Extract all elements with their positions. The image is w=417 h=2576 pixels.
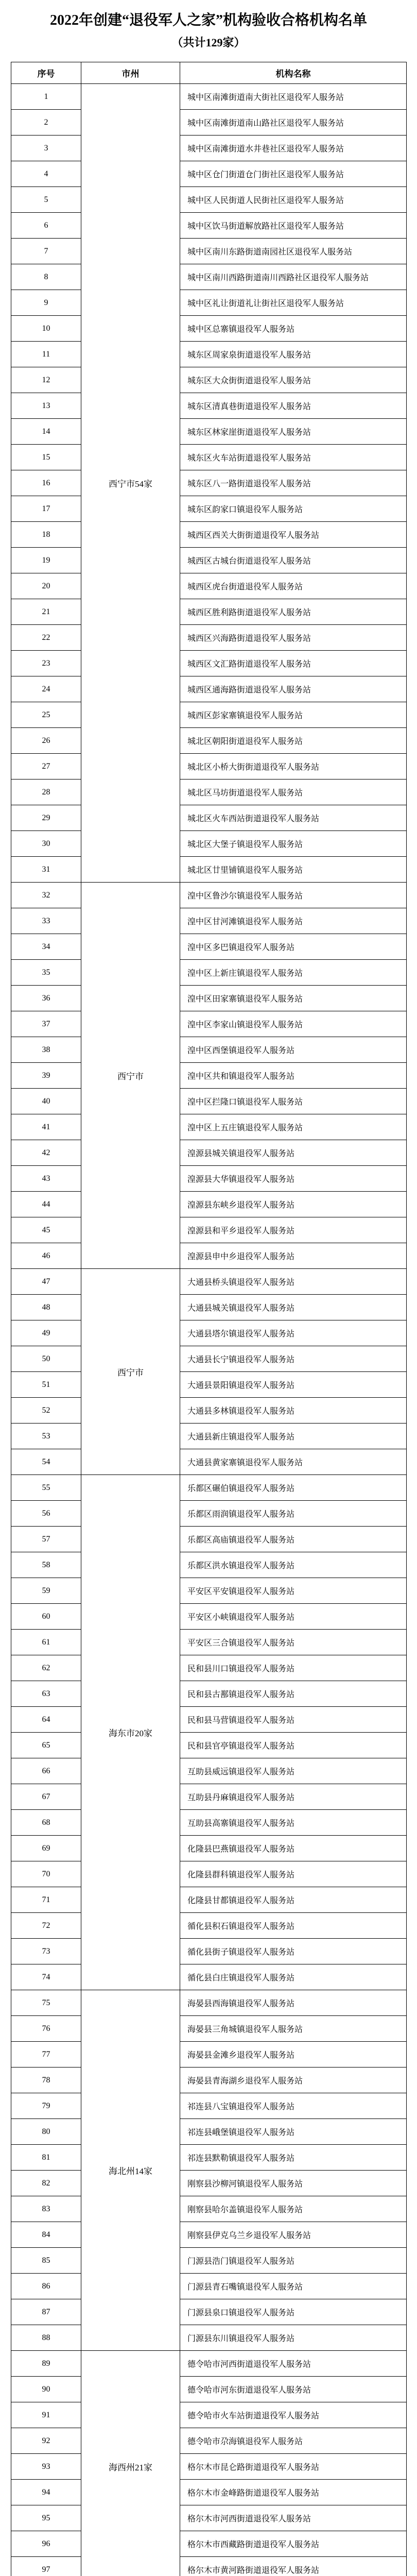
row-number: 31 [11,857,81,883]
header-region: 市州 [81,62,180,84]
row-number: 4 [11,161,81,187]
institution-name: 祁连县默勒镇退役军人服务站 [180,2145,407,2171]
institution-name: 大通县新庄镇退役军人服务站 [180,1423,407,1449]
row-number: 19 [11,548,81,573]
total-count: （共计129家） [171,36,246,49]
institution-name: 城北区大堡子镇退役军人服务站 [180,831,407,857]
row-number: 71 [11,1887,81,1913]
row-number: 65 [11,1733,81,1758]
institution-name: 城中区南滩街道南大街社区退役军人服务站 [180,84,407,110]
institution-name: 湟中区李家山镇退役军人服务站 [180,1011,407,1037]
institution-name: 门源县青石嘴镇退役军人服务站 [180,2274,407,2299]
institution-name: 民和县官亭镇退役军人服务站 [180,1733,407,1758]
row-number: 38 [11,1037,81,1063]
institution-name: 湟源县和平乡退役军人服务站 [180,1217,407,1243]
row-number: 81 [11,2145,81,2171]
institution-name: 格尔木市河西街道退役军人服务站 [180,2505,407,2531]
row-number: 75 [11,1990,81,2016]
institution-name: 平安区平安镇退役军人服务站 [180,1578,407,1604]
row-number: 93 [11,2454,81,2480]
row-number: 82 [11,2171,81,2196]
institution-name: 民和县马营镇退役军人服务站 [180,1707,407,1733]
row-number: 72 [11,1913,81,1939]
row-number: 95 [11,2505,81,2531]
institution-name: 湟源县城关镇退役军人服务站 [180,1140,407,1166]
institution-name: 城东区火车站街道退役军人服务站 [180,445,407,470]
row-number: 39 [11,1063,81,1089]
institution-name: 格尔木市昆仑路街道退役军人服务站 [180,2454,407,2480]
region-cell: 西宁市 [81,883,180,1269]
row-number: 10 [11,316,81,342]
row-number: 61 [11,1630,81,1655]
institution-name: 城西区西关大街街道退役军人服务站 [180,522,407,548]
institution-name: 城北区小桥大街街道退役军人服务站 [180,754,407,779]
institution-name: 民和县川口镇退役军人服务站 [180,1655,407,1681]
row-number: 48 [11,1295,81,1320]
row-number: 35 [11,960,81,986]
row-number: 2 [11,110,81,135]
institution-name: 大通县多林镇退役军人服务站 [180,1398,407,1423]
institution-name: 格尔木市金峰路街道退役军人服务站 [180,2480,407,2505]
row-number: 17 [11,496,81,522]
region-cell: 西宁市54家 [81,84,180,883]
institution-name: 城东区大众街街道退役军人服务站 [180,367,407,393]
row-number: 3 [11,135,81,161]
row-number: 49 [11,1320,81,1346]
row-number: 45 [11,1217,81,1243]
institution-name: 大通县城关镇退役军人服务站 [180,1295,407,1320]
row-number: 27 [11,754,81,779]
header-number: 序号 [11,62,81,84]
row-number: 67 [11,1784,81,1810]
row-number: 91 [11,2402,81,2428]
row-number: 78 [11,2067,81,2093]
header-name: 机构名称 [180,62,407,84]
institution-name: 城西区古城台街道退役军人服务站 [180,548,407,573]
row-number: 69 [11,1836,81,1861]
institution-name: 湟中区拦隆口镇退役军人服务站 [180,1089,407,1114]
row-number: 33 [11,908,81,934]
row-number: 6 [11,213,81,239]
row-number: 74 [11,1964,81,1990]
row-number: 54 [11,1449,81,1475]
institution-name: 城中区南滩街道水井巷社区退役军人服务站 [180,135,407,161]
row-number: 5 [11,187,81,213]
row-number: 24 [11,676,81,702]
institution-name: 平安区小峡镇退役军人服务站 [180,1604,407,1630]
institution-name: 城北区廿里铺镇退役军人服务站 [180,857,407,883]
institution-name: 城西区虎台街道退役军人服务站 [180,573,407,599]
institution-name: 城中区礼让街道礼让街社区退役军人服务站 [180,290,407,316]
institution-name: 城东区韵家口镇退役军人服务站 [180,496,407,522]
institution-name: 湟中区上五庄镇退役军人服务站 [180,1114,407,1140]
institution-name: 城西区文汇路街道退役军人服务站 [180,651,407,676]
institution-name: 湟中区鲁沙尔镇退役军人服务站 [180,883,407,908]
row-number: 34 [11,934,81,960]
row-number: 36 [11,986,81,1011]
row-number: 62 [11,1655,81,1681]
row-number: 96 [11,2531,81,2557]
institution-name: 城西区彭家寨镇退役军人服务站 [180,702,407,728]
institution-name: 湟中区甘河滩镇退役军人服务站 [180,908,407,934]
row-number: 64 [11,1707,81,1733]
row-number: 90 [11,2377,81,2402]
row-number: 14 [11,419,81,445]
row-number: 7 [11,239,81,264]
row-number: 83 [11,2196,81,2222]
institution-name: 刚察县沙柳河镇退役军人服务站 [180,2171,407,2196]
row-number: 11 [11,342,81,367]
institution-name: 大通县黄家寨镇退役军人服务站 [180,1449,407,1475]
institution-name: 祁连县峨堡镇退役军人服务站 [180,2119,407,2145]
row-number: 43 [11,1166,81,1192]
institution-name: 城北区火车西站街道退役军人服务站 [180,805,407,831]
row-number: 79 [11,2093,81,2119]
title-block [0,0,417,62]
row-number: 28 [11,779,81,805]
row-number: 20 [11,573,81,599]
institution-name: 门源县东川镇退役军人服务站 [180,2325,407,2351]
row-number: 37 [11,1011,81,1037]
institution-name: 湟中区田家寨镇退役军人服务站 [180,986,407,1011]
row-number: 44 [11,1192,81,1217]
row-number: 16 [11,470,81,496]
institution-name: 德令哈市河西街道退役军人服务站 [180,2351,407,2377]
region-cell: 海东市20家 [81,1475,180,1990]
institution-name: 城东区八一路街道退役军人服务站 [180,470,407,496]
institution-name: 刚察县哈尔盖镇退役军人服务站 [180,2196,407,2222]
row-number: 18 [11,522,81,548]
row-number: 1 [11,84,81,110]
row-number: 77 [11,2042,81,2067]
row-number: 26 [11,728,81,754]
region-cell: 西宁市 [81,1269,180,1475]
institution-name: 湟中区多巴镇退役军人服务站 [180,934,407,960]
row-number: 97 [11,2557,81,2576]
row-number: 53 [11,1423,81,1449]
row-number: 50 [11,1346,81,1372]
institution-name: 城北区马坊街道退役军人服务站 [180,779,407,805]
institution-name: 德令哈市河东街道退役军人服务站 [180,2377,407,2402]
institution-name: 门源县浩门镇退役军人服务站 [180,2248,407,2274]
institution-name: 互助县威远镇退役军人服务站 [180,1758,407,1784]
institution-name: 德令哈市尕海镇退役军人服务站 [180,2428,407,2454]
row-number: 55 [11,1475,81,1501]
institution-name: 城中区人民街道人民街社区退役军人服务站 [180,187,407,213]
institution-name: 城中区南川西路街道南川西路社区退役军人服务站 [180,264,407,290]
row-number: 40 [11,1089,81,1114]
institution-name: 海晏县西海镇退役军人服务站 [180,1990,407,2016]
institution-name: 城东区周家泉街道退役军人服务站 [180,342,407,367]
row-number: 21 [11,599,81,625]
institution-name: 海晏县青海湖乡退役军人服务站 [180,2067,407,2093]
row-number: 87 [11,2299,81,2325]
institution-name: 城中区仓门街道仓门街社区退役军人服务站 [180,161,407,187]
row-number: 66 [11,1758,81,1784]
row-number: 47 [11,1269,81,1295]
institution-name: 乐都区洪水镇退役军人服务站 [180,1552,407,1578]
institution-name: 乐都区雨润镇退役军人服务站 [180,1501,407,1527]
institution-name: 格尔木市西藏路街道退役军人服务站 [180,2531,407,2557]
institution-table [11,62,407,2576]
row-number: 94 [11,2480,81,2505]
institution-name: 化隆县巴燕镇退役军人服务站 [180,1836,407,1861]
row-number: 15 [11,445,81,470]
row-number: 57 [11,1527,81,1552]
institution-name: 城中区南滩街道南山路社区退役军人服务站 [180,110,407,135]
page-title: 2022年创建“退役军人之家”机构验收合格机构名单 [49,12,367,28]
institution-name: 城中区南川东路街道南园社区退役军人服务站 [180,239,407,264]
region-cell: 海北州14家 [81,1990,180,2351]
row-number: 88 [11,2325,81,2351]
row-number: 8 [11,264,81,290]
institution-name: 门源县泉口镇退役军人服务站 [180,2299,407,2325]
institution-name: 湟中区西堡镇退役军人服务站 [180,1037,407,1063]
institution-name: 循化县白庄镇退役军人服务站 [180,1964,407,1990]
institution-name: 湟中区共和镇退役军人服务站 [180,1063,407,1089]
institution-name: 大通县景阳镇退役军人服务站 [180,1372,407,1398]
institution-name: 城西区兴海路街道退役军人服务站 [180,625,407,651]
row-number: 13 [11,393,81,419]
row-number: 51 [11,1372,81,1398]
row-number: 9 [11,290,81,316]
institution-name: 大通县桥头镇退役军人服务站 [180,1269,407,1295]
row-number: 86 [11,2274,81,2299]
row-number: 76 [11,2016,81,2042]
institution-name: 化隆县群科镇退役军人服务站 [180,1861,407,1887]
row-number: 85 [11,2248,81,2274]
row-number: 30 [11,831,81,857]
institution-name: 互助县高寨镇退役军人服务站 [180,1810,407,1836]
institution-name: 平安区三合镇退役军人服务站 [180,1630,407,1655]
institution-name: 湟源县大华镇退役军人服务站 [180,1166,407,1192]
region-cell: 海西州21家 [81,2351,180,2576]
institution-name: 化隆县甘都镇退役军人服务站 [180,1887,407,1913]
institution-name: 循化县街子镇退役军人服务站 [180,1939,407,1964]
institution-name: 湟源县申中乡退役军人服务站 [180,1243,407,1269]
institution-name: 祁连县八宝镇退役军人服务站 [180,2093,407,2119]
row-number: 84 [11,2222,81,2248]
row-number: 42 [11,1140,81,1166]
institution-name: 城西区胜利路街道退役军人服务站 [180,599,407,625]
institution-name: 乐都区高庙镇退役军人服务站 [180,1527,407,1552]
row-number: 60 [11,1604,81,1630]
institution-name: 大通县塔尔镇退役军人服务站 [180,1320,407,1346]
row-number: 68 [11,1810,81,1836]
row-number: 32 [11,883,81,908]
row-number: 56 [11,1501,81,1527]
row-number: 23 [11,651,81,676]
row-number: 22 [11,625,81,651]
row-number: 58 [11,1552,81,1578]
institution-name: 乐都区碾伯镇退役军人服务站 [180,1475,407,1501]
row-number: 52 [11,1398,81,1423]
institution-name: 城东区林家崖街道退役军人服务站 [180,419,407,445]
institution-name: 城中区总寨镇退役军人服务站 [180,316,407,342]
institution-name: 格尔木市黄河路街道退役军人服务站 [180,2557,407,2576]
row-number: 70 [11,1861,81,1887]
row-number: 25 [11,702,81,728]
institution-name: 循化县积石镇退役军人服务站 [180,1913,407,1939]
institution-name: 海晏县三角城镇退役军人服务站 [180,2016,407,2042]
institution-name: 湟中区上新庄镇退役军人服务站 [180,960,407,986]
row-number: 46 [11,1243,81,1269]
institution-name: 城西区通海路街道退役军人服务站 [180,676,407,702]
institution-name: 海晏县金滩乡退役军人服务站 [180,2042,407,2067]
row-number: 59 [11,1578,81,1604]
row-number: 12 [11,367,81,393]
row-number: 29 [11,805,81,831]
institution-name: 湟源县东峡乡退役军人服务站 [180,1192,407,1217]
institution-name: 城东区清真巷街道退役军人服务站 [180,393,407,419]
institution-name: 大通县长宁镇退役军人服务站 [180,1346,407,1372]
institution-name: 德令哈市火车站街道退役军人服务站 [180,2402,407,2428]
institution-name: 城中区饮马街道解放路社区退役军人服务站 [180,213,407,239]
row-number: 89 [11,2351,81,2377]
row-number: 63 [11,1681,81,1707]
row-number: 41 [11,1114,81,1140]
row-number: 80 [11,2119,81,2145]
institution-name: 刚察县伊克乌兰乡退役军人服务站 [180,2222,407,2248]
row-number: 73 [11,1939,81,1964]
institution-name: 城北区朝阳街道退役军人服务站 [180,728,407,754]
institution-name: 民和县古鄯镇退役军人服务站 [180,1681,407,1707]
institution-name: 互助县丹麻镇退役军人服务站 [180,1784,407,1810]
row-number: 92 [11,2428,81,2454]
